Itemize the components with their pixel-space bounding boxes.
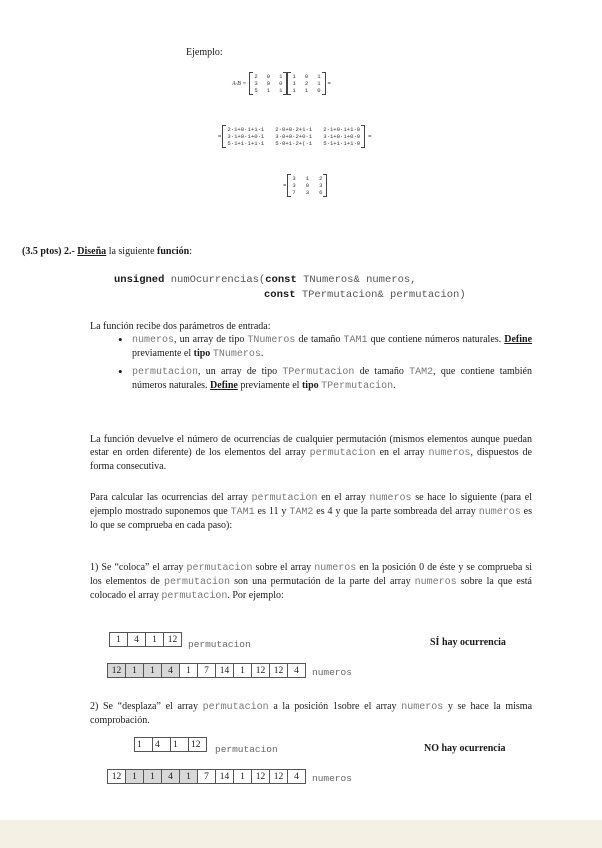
example-line-2 — [218, 126, 372, 147]
function-signature — [114, 273, 417, 288]
array-cell: 14 — [215, 663, 234, 678]
matrix-cell: 5·1+1·1+1·0 — [323, 140, 361, 147]
array-cell: 12 — [269, 663, 288, 678]
matrix-cell: 3·1+0·1+0·1 — [227, 133, 265, 140]
array-cell: 14 — [215, 769, 234, 784]
exercise-noun: función — [157, 246, 190, 257]
matrix-cell: 1 — [279, 73, 283, 80]
exercise-verb: Diseña — [77, 246, 107, 257]
matrix-d — [292, 175, 322, 196]
matrix-cell: 0 — [305, 182, 310, 189]
matrix-cell: 5·0+1·2+(·1 — [275, 140, 313, 147]
paragraph-algorithm: Para calcular las ocurrencias del array permutacion en el array numeros se hace lo siguiente (para el ejemplo mostrado suponemos que TAM1 es 11 y TAM2 es 4 y que la parte sombreada del array numeros es lo que se comprueba en cada paso): — [90, 492, 532, 531]
matrix-cell: 3 — [305, 189, 310, 196]
array-cell: 12 — [251, 769, 270, 784]
paragraph-return-value: La función devuelve el número de ocurrencias de cualquier permutación (mismos elementos aunque puedan estar en orden diferente) de los elementos del array permutacion en el array numeros, dispuestos de forma consecutiva. — [90, 434, 532, 472]
exercise-points: (3.5 ptos) 2.- — [22, 246, 75, 257]
step-2-permutation-label: permutacion — [215, 744, 278, 755]
matrix-b — [292, 73, 320, 94]
matrix-cell: 1 — [305, 175, 310, 182]
array-cell: 1 — [170, 737, 189, 752]
matrix-cell: 2·1+0·1+1·1 — [227, 126, 265, 133]
example-line3-prefix: = — [283, 182, 287, 189]
example-line2-prefix: = — [218, 133, 222, 140]
matrix-cell: 1 — [292, 73, 296, 80]
step-1-permutation-array — [110, 632, 182, 647]
example-line1-suffix: = — [327, 80, 331, 87]
array-cell: 7 — [197, 663, 216, 678]
matrix-a — [254, 73, 282, 94]
step-1-permutation-row — [110, 632, 251, 650]
matrix-cell: 3 — [292, 175, 296, 182]
example-title: Ejemplo: — [186, 47, 223, 58]
array-cell: 1 — [233, 663, 252, 678]
step-2-numbers-label: numeros — [312, 773, 352, 784]
array-cell: 1 — [125, 769, 144, 784]
matrix-cell: 2 — [254, 73, 258, 80]
step-1-numbers-array — [108, 663, 306, 678]
step-2-numbers-array — [108, 769, 306, 784]
matrix-cell: 0 — [266, 73, 271, 80]
matrix-cell: 1 — [304, 87, 309, 94]
array-cell: 1 — [143, 663, 162, 678]
array-cell: 4 — [287, 663, 306, 678]
step-2-permutation-row — [135, 737, 278, 755]
param-permutacion-item: • permutacion, un array de tipo TPermutacion de tamaño TAM2, que contiene también números naturales. Define previamente el tipo TPermutacion. — [116, 365, 532, 393]
matrix-cell: 2·0+0·2+1·1 — [275, 126, 313, 133]
array-cell: 4 — [161, 769, 180, 784]
example-line2-suffix: = — [368, 133, 372, 140]
step-1-permutation-label: permutacion — [188, 639, 251, 650]
array-cell: 4 — [127, 632, 146, 647]
matrix-cell: 0 — [279, 80, 283, 87]
example-line-1 — [232, 73, 331, 94]
exercise-heading — [22, 245, 192, 258]
array-cell: 4 — [287, 769, 306, 784]
example-line1-prefix: A·B = — [232, 80, 247, 87]
matrix-cell: 1 — [292, 80, 296, 87]
matrix-cell: 7 — [292, 189, 296, 196]
matrix-cell: 1 — [279, 87, 283, 94]
array-cell: 12 — [188, 737, 207, 752]
example-line-3 — [283, 175, 322, 196]
matrix-cell: 3 — [254, 80, 258, 87]
array-cell: 12 — [107, 663, 126, 678]
array-cell: 4 — [152, 737, 171, 752]
exercise-colon: : — [189, 246, 193, 257]
array-cell: 1 — [143, 769, 162, 784]
array-cell: 1 — [145, 632, 164, 647]
array-cell: 1 — [109, 632, 128, 647]
function-name: numOcurrencias( — [164, 274, 266, 286]
matrix-cell: 1 — [317, 80, 321, 87]
array-cell: 1 — [125, 663, 144, 678]
matrix-cell: 1 — [292, 87, 296, 94]
signature-param-2: TPermutacion& permutacion) — [295, 289, 466, 301]
array-cell: 12 — [269, 769, 288, 784]
array-cell: 12 — [163, 632, 182, 647]
param-numeros-item: • numeros, un array de tipo TNumeros de tamaño TAM1 que contiene números naturales. Define previamente el tipo TNumeros. — [116, 333, 532, 361]
matrix-cell: 2·1+0·1+1·0 — [323, 126, 361, 133]
exercise-middle: la siguiente — [106, 246, 158, 257]
signature-param-1: TNumeros& numeros, — [296, 274, 417, 286]
step-2-result: NO hay ocurrencia — [424, 743, 506, 754]
matrix-cell: 3·1+0·1+0·0 — [323, 133, 361, 140]
array-cell: 1 — [179, 769, 198, 784]
step-1-numbers-label: numeros — [312, 667, 352, 678]
matrix-cell: 1 — [266, 87, 271, 94]
matrix-cell: 5·1+1·1+1·1 — [227, 140, 265, 147]
step-2-numbers-row — [108, 769, 352, 784]
matrix-cell: 0 — [304, 73, 309, 80]
step-2-permutation-array — [135, 737, 207, 752]
params-intro: La función recibe dos parámetros de entrada: — [90, 321, 271, 332]
array-cell: 1 — [233, 769, 252, 784]
matrix-cell: 5 — [254, 87, 258, 94]
step-1-text: 1) Se “coloca” el array permutacion sobre el array numeros en la posición 0 de éste y se comprueba si los elementos de permutacion son una permutación de la parte del array numeros sobre la que está colocado el array permutacion. Por ejemplo: — [90, 562, 533, 602]
array-cell: 7 — [197, 769, 216, 784]
kw-const-2: const — [264, 289, 296, 301]
step-1-numbers-row — [108, 663, 352, 678]
matrix-cell: 3 — [292, 182, 296, 189]
kw-unsigned: unsigned — [114, 274, 165, 286]
matrix-cell: 0 — [266, 80, 271, 87]
matrix-cell: 1 — [317, 73, 321, 80]
matrix-cell: 6 — [319, 189, 323, 196]
matrix-cell: 3·0+0·2+0·1 — [275, 133, 313, 140]
matrix-cell: 2 — [319, 175, 323, 182]
kw-const-1: const — [265, 274, 297, 286]
matrix-cell: 2 — [304, 80, 309, 87]
step-1-result: SÍ hay ocurrencia — [430, 637, 506, 648]
step-2-text: 2) Se “desplaza” el array permutacion a la posición 1sobre el array numeros y se hace la misma comprobación. — [90, 701, 533, 726]
matrix-cell: 0 — [317, 87, 321, 94]
array-cell: 1 — [134, 737, 153, 752]
matrix-c — [227, 126, 360, 147]
array-cell: 12 — [107, 769, 126, 784]
array-cell: 12 — [251, 663, 270, 678]
matrix-cell: 3 — [319, 182, 323, 189]
array-cell: 4 — [161, 663, 180, 678]
array-cell: 1 — [179, 663, 198, 678]
params-list — [116, 333, 532, 393]
function-signature-line-2 — [264, 288, 466, 303]
